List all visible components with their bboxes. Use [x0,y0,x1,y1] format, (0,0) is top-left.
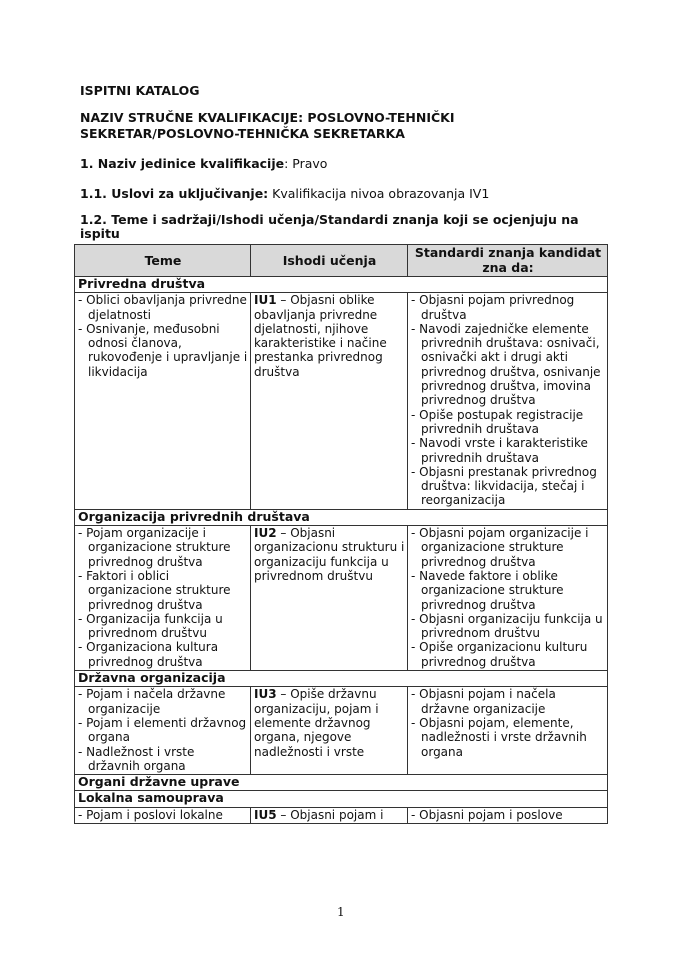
list-item: - Faktori i oblici organizacione strukture privrednog društva [78,569,248,612]
table-row [75,293,608,509]
outcome-cell [251,687,408,775]
table-row [75,687,608,775]
list-item: - Osnivanje, međusobni odnosi članova, rukovođenje i upravljanje i likvidacija [78,322,248,379]
topics-cell [75,687,251,775]
topics-cell [75,526,251,671]
section-row [75,775,608,791]
conditions-label: 1.1. Uslovi za uključivanje: [80,186,269,201]
list-item: - Navodi zajedničke elemente privrednih društava: osnivači, osnivački akt i drugi akti privrednog društva, osnivanje privrednog društva, imovina privrednog društva [411,322,605,408]
list-item: - Pojam i načela državne organizacije [78,687,248,716]
outcome-code: IU3 [254,687,277,702]
outcome-text: – Objasni oblike obavljanja privredne djelatnosti, njihove karakteristike i načine prestanka privrednog društva [254,293,387,379]
list-item: - Pojam i elementi državnog organa [78,716,248,745]
list-item: - Objasni organizaciju funkcija u privrednom društvu [411,612,605,641]
outcome-code: IU2 [254,526,277,541]
standards-cell [408,293,608,509]
list-item: - Objasni pojam organizacije i organizacione strukture privrednog društva [411,526,605,569]
unit-line [80,156,327,171]
outcome-text: – Objasni organizacionu strukturu i organizaciju funkcija u privrednom društvu [254,526,405,583]
table-row [75,807,608,823]
standards-cell [408,687,608,775]
list-item: - Objasni pojam i načela državne organizacije [411,687,605,716]
header-outcomes: Ishodi učenja [251,245,408,277]
section-heading: 1.2. Teme i sadržaji/Ishodi učenja/Standardi znanja koji se ocjenjuju na ispitu [80,212,579,241]
section-row [75,277,608,293]
list-item: - Navede faktore i oblike organizacione strukture privrednog društva [411,569,605,612]
list-item: - Nadležnost i vrste državnih organa [78,745,248,774]
curriculum-table [74,244,608,824]
list-item: - Organizacija funkcija u privrednom društvu [78,612,248,641]
standards-cell [408,526,608,671]
topics-cell [75,807,251,823]
unit-value: : Pravo [284,156,328,171]
list-item: - Objasni prestanak privrednog društva: likvidacija, stečaj i reorganizacija [411,465,605,508]
outcome-cell [251,293,408,509]
section-title: Državna organizacija [75,671,608,687]
list-item: - Opiše organizacionu kulturu privrednog društva [411,640,605,669]
outcome-code: IU1 [254,293,277,308]
section-title: Privredna društva [75,277,608,293]
qualification-title: NAZIV STRUČNE KVALIFIKACIJE: POSLOVNO-TEHNIČKI SEKRETAR/POSLOVNO-TEHNIČKA SEKRETARKA [80,110,455,141]
conditions-line [80,186,489,201]
outcome-text: – Opiše državnu organizaciju, pojam i elemente državnog organa, njegove nadležnosti i vrste [254,687,379,759]
list-item: - Pojam organizacije i organizacione strukture privrednog društva [78,526,248,569]
list-item: - Objasni pojam privrednog društva [411,293,605,322]
document-title: ISPITNI KATALOG [80,83,200,98]
list-item: - Opiše postupak registracije privrednih društava [411,408,605,437]
unit-label: 1. Naziv jedinice kvalifikacije [80,156,285,171]
section-title: Lokalna samouprava [75,791,608,807]
section-row [75,509,608,525]
list-item: - Objasni pojam i poslove [411,808,605,822]
header-standards: Standardi znanja kandidat zna da: [408,245,608,277]
section-row [75,671,608,687]
section-row [75,791,608,807]
section-title: Organi državne uprave [75,775,608,791]
outcome-code: IU5 [254,807,277,822]
table-header-row [75,245,608,277]
table-row [75,526,608,671]
list-item: - Pojam i poslovi lokalne [78,808,248,822]
list-item: - Objasni pojam, elemente, nadležnosti i vrste državnih organa [411,716,605,759]
section-title: Organizacija privrednih društava [75,509,608,525]
page-number: 1 [337,905,345,919]
conditions-value: Kvalifikacija nivoa obrazovanja IV1 [268,186,490,201]
list-item: - Organizaciona kultura privrednog društva [78,640,248,669]
standards-cell [408,807,608,823]
outcome-cell [251,807,408,823]
list-item: - Navodi vrste i karakteristike privrednih društava [411,436,605,465]
list-item: - Oblici obavljanja privredne djelatnosti [78,293,248,322]
topics-cell [75,293,251,509]
outcome-text: – Objasni pojam i [276,807,384,822]
header-topics: Teme [75,245,251,277]
outcome-cell [251,526,408,671]
